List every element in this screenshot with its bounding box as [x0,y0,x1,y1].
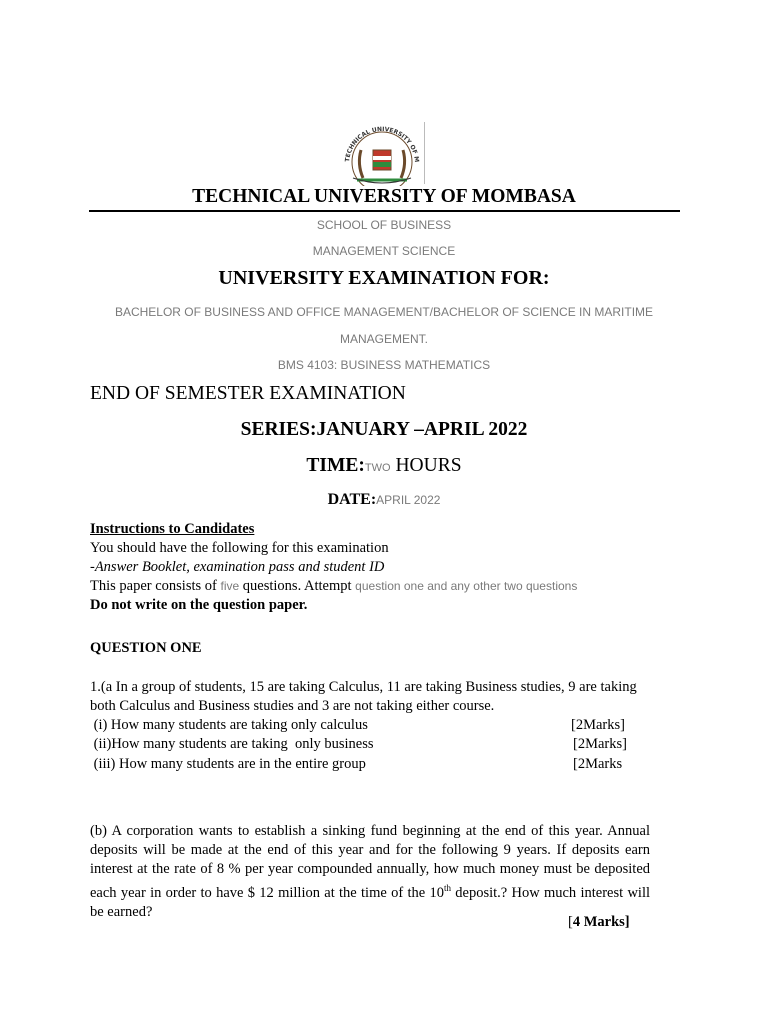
time-value: TWO [364,462,391,474]
date-label: DATE: [327,491,377,508]
date-value: APRIL 2022 [376,493,441,507]
instructions-line-3-mid: questions. Attempt [239,578,356,594]
time-label: TIME: [306,455,365,476]
exam-type: END OF SEMESTER EXAMINATION [90,383,406,404]
part-a-item-1-marks: [2Marks] [571,717,625,733]
university-logo [339,120,425,186]
question-count: five [220,579,240,593]
question-one-part-a [90,678,690,716]
part-a-intro-line-2: both Calculus and Business studies and 3 are not taking either course. [90,698,495,714]
instructions-line-1: You should have the following for this examination [90,540,389,556]
school-name: SCHOOL OF BUSINESS [316,218,452,232]
exam-series: SERIES:JANUARY –APRIL 2022 [240,419,528,440]
instructions-line-2: -Answer Booklet, examination pass and student ID [90,559,385,575]
instructions-line-4: Do not write on the question paper. [90,597,308,613]
programme-line-2: MANAGEMENT. [339,332,428,346]
part-b-superscript: th [443,883,451,893]
header-divider [89,210,680,212]
attempt-instruction: question one and any other two questions [355,579,578,593]
university-name: TECHNICAL UNIVERSITY OF MOMBASA [192,186,576,207]
instructions-heading: Instructions to Candidates [90,521,255,537]
instructions-line-3 [90,577,690,596]
part-b-text-2: deposit.? How much interest will be earned? [90,884,650,920]
part-b-marks-value: 4 Marks] [572,914,630,930]
university-crest-icon [339,120,425,186]
exam-date [0,491,768,509]
part-b-text-1: (b) A corporation wants to establish a sinking fund beginning at the end of this year. Annual deposits will be made at the end of this year and for the following 9 years. If deposits earn interest at the rate of 8 % per year compounded annually, how much money must be deposited each year in order to have $ 12 million at the time of the 10 [90,823,650,901]
question-one-part-b [90,822,650,922]
programme-line-1: BACHELOR OF BUSINESS AND OFFICE MANAGEMENT/BACHELOR OF SCIENCE IN MARITIME [114,305,654,319]
part-a-item-2: (ii)How many students are taking only business [90,736,374,752]
instructions-block [90,520,690,615]
time-unit: HOURS [390,455,462,476]
part-b-marks-open: [ [568,914,573,930]
part-a-item-3-marks: [2Marks [573,756,623,772]
part-a-item-1: (i) How many students are taking only calculus [90,717,368,733]
department-name: MANAGEMENT SCIENCE [312,244,456,258]
part-a-intro-line-1: 1.(a In a group of students, 15 are taking Calculus, 11 are taking Business studies, 9 are taking [90,679,637,695]
course-code: BMS 4103: BUSINESS MATHEMATICS [277,358,491,372]
logo-arc-text: TECHNICAL UNIVERSITY OF M [344,125,421,163]
part-b-marks [568,913,630,932]
exam-time [0,455,768,477]
part-a-item-3: (iii) How many students are in the entire group [90,756,366,772]
question-one-heading: QUESTION ONE [90,640,202,656]
exam-for-heading: UNIVERSITY EXAMINATION FOR: [218,267,550,289]
part-a-item-2-marks: [2Marks] [573,736,627,752]
instructions-line-3-pre: This paper consists of [90,578,221,594]
